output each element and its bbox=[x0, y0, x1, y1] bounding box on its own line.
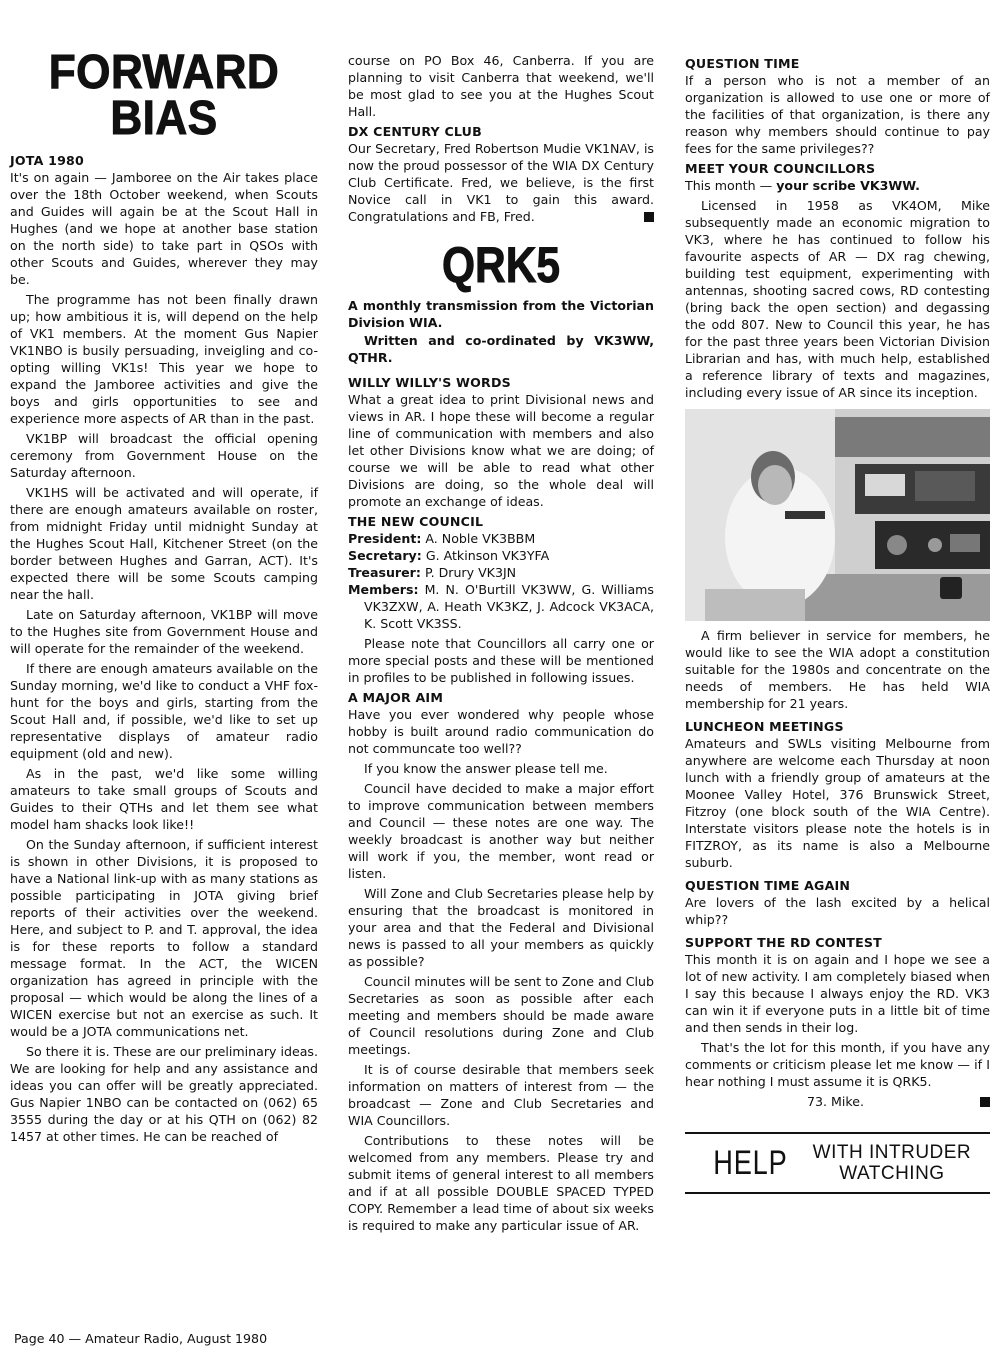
aim-para-3: Council have decided to make a major effort to improve communication between members and Council — these notes are one way. The weekly broadcast is another way but neither will work if you, the member, wont read or listen. bbox=[348, 781, 654, 881]
dxcc-text: Our Secretary, Fred Robertson Mudie VK1NAV, is now the proud possessor of the WIA DX Century Club Certificate. Fred, we believe, is the first Novice call in VK1 to gain this award. Congratulations and FB, Fred. bbox=[348, 141, 654, 224]
rd-contest-heading: SUPPORT THE RD CONTEST bbox=[685, 935, 882, 950]
qrk5-byline: Written and co-ordinated by VK3WW, QTHR. bbox=[348, 333, 654, 365]
column-left bbox=[10, 46, 318, 1146]
meet-heading: MEET YOUR COUNCILLORS bbox=[685, 161, 876, 176]
aim-para-1: Have you ever wondered why people whose hobby is built around radio communication do not communcate too well?? bbox=[348, 707, 654, 756]
page-footer: Page 40 — Amateur Radio, August 1980 bbox=[14, 1331, 268, 1346]
question-time-text: If a person who is not a member of an organization is allowed to use one or more of the facilities of that organization, is there any reason why members should continue to pay fees for the same privileges?? bbox=[685, 73, 990, 156]
help-banner-title: HELP bbox=[713, 1144, 788, 1182]
aim-para-2: If you know the answer please tell me. bbox=[364, 761, 608, 776]
jota-continued: course on PO Box 46, Canberra. If you are planning to visit Canberra that weekend, we'll be most glad to see you at the Hughes Scout Hall. bbox=[348, 53, 654, 119]
masthead-title: FORWARD BIAS bbox=[48, 46, 280, 145]
jota-para-3: VK1BP will broadcast the official opening ceremony from Government House on the Saturday afternoon. bbox=[10, 431, 318, 480]
qrk5-title: QRK5 bbox=[441, 237, 561, 293]
dxcc-heading: DX CENTURY CLUB bbox=[348, 124, 482, 139]
councillor-photo bbox=[685, 409, 990, 621]
jota-para-8: On the Sunday afternoon, if sufficient interest is shown in other Divisions, it is proposed to have a National link-up with as many stations as possible participating in JOTA giving brief reports of their activities over the weekend. Here, and subject to P. and T. approval, the idea is for these reports to follow a standard message format. In the ACT, the WICEN organization has agreed in principle with the proposal — which would be along the lines of a WICEN exercise but not an exercise as such. It would be a JOTA communications net. bbox=[10, 837, 318, 1039]
jota-para-2: The programme has not been finally drawn up; how ambitious it is, will depend on the help of VK1 members. At the moment Gus Napier VK1NBO is busily persuading, inveigling and co-opting willing VK1s! This year we hope to expand the Jamboree activities and give the boys and girls opportunities to see and experience more aspects of AR than in the past. bbox=[10, 292, 318, 426]
end-mark-icon bbox=[644, 212, 654, 222]
aim-heading: A MAJOR AIM bbox=[348, 690, 444, 705]
aim-para-6: It is of course desirable that members seek information on matters of interest from — the broadcast — Zone and Club Secretaries and WIA Councillors. bbox=[348, 1062, 654, 1128]
jota-para-9: So there it is. These are our preliminary ideas. We are looking for help and any assistance and ideas you can offer will be greatly appreciated. Gus Napier 1NBO can be contacted on (062) 65 3555 during the day or at his QTH on (062) 82 1457 at other times. He can be reached of bbox=[10, 1044, 318, 1144]
council-list: President: A. Noble VK3BBM Secretary: G. Atkinson VK3YFA Treasurer: P. Drury VK3JN Members: M. N. O'Burtill VK3WW, G. Williams VK3ZXW, A. Heath VK3KZ, J. Adcock VK3ACA, K. Scott VK3SS. bbox=[348, 531, 654, 631]
jota-heading: JOTA 1980 bbox=[10, 153, 84, 168]
council-heading: THE NEW COUNCIL bbox=[348, 514, 484, 529]
meet-subline: This month — your scribe VK3WW. bbox=[685, 178, 920, 193]
photo-caption: A firm believer in service for members, he would like to see the WIA adopt a constitution suitable for the 1980s and concentrate on the needs of members. He has held WIA membership for 21 years. bbox=[685, 628, 990, 711]
jota-para-4: VK1HS will be activated and will operate, if there are enough amateurs available on roster, from midnight Friday until midnight Sunday at the Hughes Scout Hall, Kitchener Street (on the border between Hughes and Garran, ACT). It's expected there will be some Scouts camping near the hall. bbox=[10, 485, 318, 602]
end-mark-icon bbox=[980, 1097, 990, 1107]
jota-para-6: If there are enough amateurs available on the Sunday morning, we'd like to conduct a VHF fox-hunt for the boys and girls, starting from the Scout Hall and, if possible, we'd like to set up representative displays of amateur radio equipment (old and new). bbox=[10, 661, 318, 761]
meet-text: Licensed in 1958 as VK4OM, Mike subsequently made an economic migration to VK3, where he has continued to follow his favourite aspects of AR — DX rag chewing, building test equipment, experimenting with antennas, shooting sacred cows, RD contesting (bring back the open section) and degassing the odd 807. New to Council this year, he has for the past three years been Victorian Division Librarian and has, with much help, established a reference library of texts and magazines, including every issue of AR since its inception. bbox=[685, 198, 990, 400]
question-time-again-text: Are lovers of the lash excited by a helical whip?? bbox=[685, 895, 990, 927]
jota-para-1: It's on again — Jamboree on the Air takes place over the 18th October weekend, when Scouts and Guides will again be at the Scout Hall in Hughes (and we hope at another base station on the north side) to take part in QSOs with other Scouts and Guides, wherever they may be. bbox=[10, 170, 318, 287]
council-note: Please note that Councillors all carry one or more special posts and these will be mentioned in profiles to be published in following issues. bbox=[348, 636, 654, 685]
rd-contest-text: This month it is on again and I hope we see a lot of new activity. I am completely biased when I say this because I always enjoy the RD. VK3 can win it if everyone puts in a little bit of time and then sends in their log. bbox=[685, 952, 990, 1035]
jota-para-5: Late on Saturday afternoon, VK1BP will move to the Hughes site from Government House and will operate for the remainder of the weekend. bbox=[10, 607, 318, 656]
luncheon-text: Amateurs and SWLs visiting Melbourne from anywhere are welcome each Thursday at noon lunch with a friendly group of amateurs at the Moonee Valley Hotel, 376 Brunswick Street, Fitzroy (one block south of the WIA Centre). Interstate visitors please note the hotels is in FITZROY, as its name is also a Melbourne suburb. bbox=[685, 736, 990, 870]
help-banner-subtitle: WITH INTRUDER WATCHING bbox=[812, 1142, 972, 1184]
question-time-heading: QUESTION TIME bbox=[685, 56, 800, 71]
luncheon-heading: LUNCHEON MEETINGS bbox=[685, 719, 844, 734]
qrk5-intro: A monthly transmission from the Victorian Division WIA. bbox=[348, 298, 654, 330]
radio-operator-image bbox=[685, 409, 990, 621]
willy-text: What a great idea to print Divisional news and views in AR. I hope these will become a regular line of communication with members and also let other Divisions know what we are doing; of course we will be able to read what other Divisions are doing, so the whole deal will promote an exchange of ideas. bbox=[348, 392, 654, 509]
aim-para-5: Council minutes will be sent to Zone and Club Secretaries as soon as possible after each meeting and members should be made aware of Council resolutions during Zone and Club meetings. bbox=[348, 974, 654, 1057]
closing-text: That's the lot for this month, if you have any comments or criticism please let me know — if I hear nothing I must assume it is QRK5. bbox=[685, 1040, 990, 1089]
signoff: 73. Mike. bbox=[685, 1093, 990, 1110]
willy-heading: WILLY WILLY'S WORDS bbox=[348, 375, 511, 390]
aim-para-4: Will Zone and Club Secretaries please help by ensuring that the broadcast is monitored in your area and that the Federal and Divisional news is passed to all your members as quickly as possible? bbox=[348, 886, 654, 969]
aim-para-7: Contributions to these notes will be welcomed from any members. Please try and submit items of general interest to all members and if at all possible DOUBLE SPACED TYPED COPY. Remember a lead time of about six weeks is required to make any particular issue of AR. bbox=[348, 1133, 654, 1233]
question-time-again-heading: QUESTION TIME AGAIN bbox=[685, 878, 851, 893]
column-right bbox=[685, 52, 990, 1194]
column-middle bbox=[348, 52, 654, 1235]
help-banner bbox=[685, 1132, 990, 1194]
jota-para-7: As in the past, we'd like some willing amateurs to take small groups of Scouts and Guides to their QTHs and let them see what model ham shacks look like!! bbox=[10, 766, 318, 832]
